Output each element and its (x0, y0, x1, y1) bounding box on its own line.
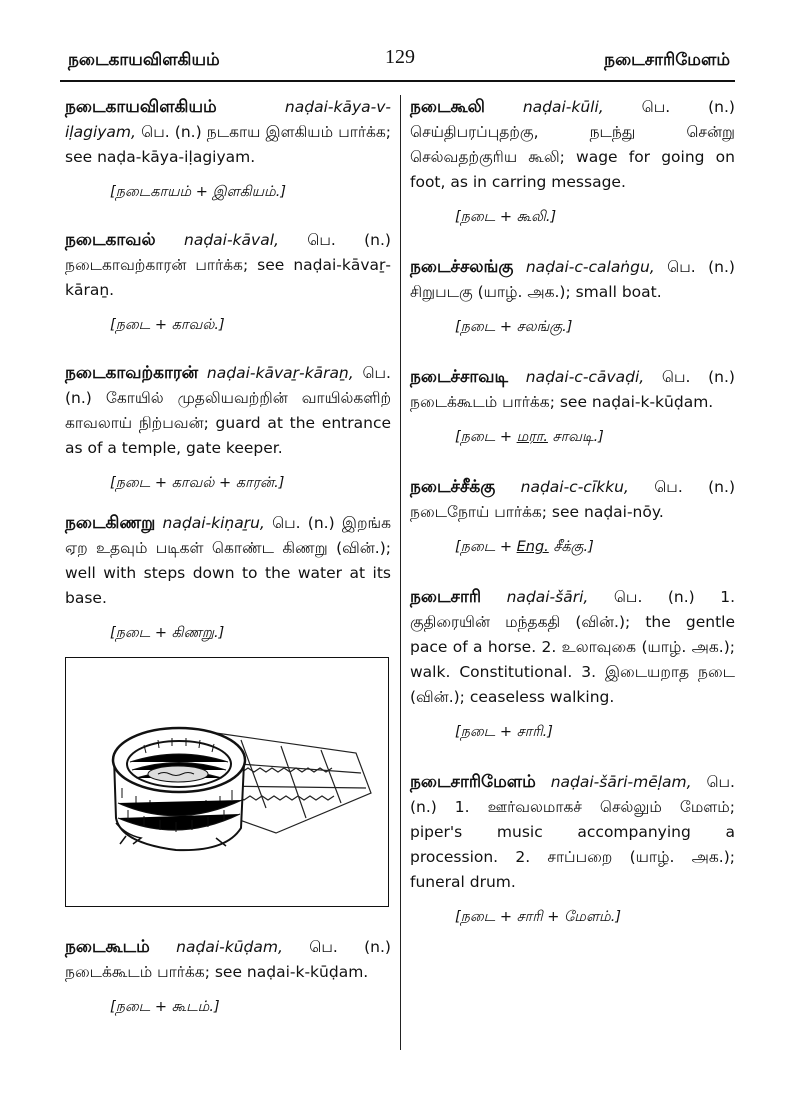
entry-body: பெ. (n.) நடைநோய் பார்க்க; see naḍai-nōy. (410, 478, 735, 521)
derivation-language-tag: Eng. (516, 539, 549, 555)
entry-body: பெ. (n.) நடைக்கூடம் பார்க்க; see naḍai-k-kūḍam. (410, 368, 735, 411)
entry-transliteration: naḍai-c-cāvaḍi, (525, 368, 645, 386)
entry-derivation: [நடை + சலங்கு.] (455, 319, 573, 335)
entry-transliteration: naḍai-kāvaṟ-kāraṉ, (206, 364, 354, 382)
entry-definition (410, 365, 735, 415)
derivation-suffix: சாவடி.] (547, 429, 604, 445)
entry-transliteration: naḍai-kūḍam, (176, 938, 283, 956)
entry-definition (65, 511, 391, 611)
header-rule (60, 80, 735, 82)
dictionary-entry (410, 255, 735, 337)
entry-definition (65, 361, 391, 461)
derivation-language-tag: மரா. (516, 429, 548, 445)
dictionary-entry (65, 228, 391, 335)
entry-definition (410, 475, 735, 525)
dictionary-entry (65, 511, 391, 643)
entry-definition (410, 95, 735, 195)
entry-transliteration: naḍai-šāri-mēḷam, (550, 773, 692, 791)
well-illustration (65, 657, 389, 907)
entry-transliteration: naḍai-kūli, (522, 98, 604, 116)
entry-headword: நடைகிணறு (65, 513, 156, 533)
entry-body: பெ. (n.) நடைகாவற்காரன் பார்க்க; see naḍai-kāvaṟ-kāraṉ. (65, 231, 391, 299)
entry-headword: நடைச்சலங்கு (410, 257, 514, 277)
right-column (410, 95, 735, 941)
entry-headword: நடைகூலி (410, 97, 485, 117)
dictionary-entry (65, 935, 391, 1017)
left-column (65, 95, 391, 1031)
dictionary-entry (410, 365, 735, 447)
left-guide-word: நடைகாயவிளகியம் (68, 50, 220, 70)
entry-derivation: [நடைகாயம் + இளகியம்.] (110, 184, 286, 200)
entry-definition (65, 95, 391, 170)
derivation-prefix: [நடை + (455, 539, 517, 555)
entry-derivation: [நடை + கூடம்.] (110, 999, 220, 1015)
derivation-prefix: [நடை + (455, 429, 517, 445)
entry-headword: நடைச்சீக்கு (410, 477, 496, 497)
entry-derivation (455, 539, 735, 557)
entry-derivation: [நடை + கூலி.] (455, 209, 557, 225)
entry-headword: நடைசாரி (410, 587, 482, 607)
right-guide-word: நடைசாரிமேளம் (604, 50, 730, 70)
entry-body: பெ. (n.) கோயில் முதலியவற்றின் வாயில்களிற் காவலாய் நிற்பவன்; guard at the entrance as of a temple, gate keeper. (65, 364, 391, 457)
entry-body: பெ. (n.) நடகாய இளகியம் பார்க்க; see naḍa-kāya-iḷagiyam. (65, 123, 391, 166)
entry-transliteration: naḍai-kiṇaṟu, (162, 514, 265, 532)
dictionary-entry (410, 95, 735, 227)
entry-body: பெ. (n.) செய்திபரப்புதற்கு, நடந்து சென்று செல்வதற்குரிய கூலி; wage for going on foot, as in carring message. (410, 98, 735, 191)
entry-derivation: [நடை + காவல்.] (110, 317, 225, 333)
dictionary-entry (410, 585, 735, 742)
entry-headword: நடைச்சாவடி (410, 367, 509, 387)
stepped-well-drawing (66, 658, 388, 906)
entry-derivation: [நடை + சாரி.] (455, 724, 553, 740)
entry-body: பெ. (n.) சிறுபடகு (யாழ். அக.); small boat. (410, 258, 735, 301)
entry-definition (410, 585, 735, 710)
entry-transliteration: naḍai-c-cīkku, (520, 478, 629, 496)
entry-definition (410, 255, 735, 305)
dictionary-entry (65, 95, 391, 202)
entry-transliteration: naḍai-c-calaṅgu, (525, 258, 655, 276)
column-divider (400, 95, 401, 1050)
entry-headword: நடைகாவல் (65, 230, 156, 250)
entry-transliteration: naḍai-šāri, (506, 588, 589, 606)
entry-body: பெ. (n.) இறங்க ஏற உதவும் படிகள் கொண்ட கிணறு (வின்.); well with steps down to the water at its base. (65, 514, 391, 607)
entry-headword: நடைகாவற்காரன் (65, 363, 199, 383)
entry-headword: நடைகூடம் (65, 937, 150, 957)
entry-derivation: [நடை + கிணறு.] (110, 625, 225, 641)
entry-headword: நடைசாரிமேளம் (410, 772, 536, 792)
entry-body: பெ. (n.) 1. ஊர்வலமாகச் செல்லும் மேளம்; piper's music accompanying a procession. 2. சாப்பறை (யாழ். அக.); funeral drum. (410, 773, 735, 891)
dictionary-entry (410, 770, 735, 927)
entry-derivation: [நடை + சாரி + மேளம்.] (455, 909, 621, 925)
derivation-suffix: சீக்கு.] (548, 539, 594, 555)
entry-transliteration: naḍai-kāya-v-iḷagiyam, (65, 98, 391, 141)
entry-definition (65, 228, 391, 303)
entry-definition (65, 935, 391, 985)
page-number: 129 (385, 46, 415, 68)
entry-transliteration: naḍai-kāval, (184, 231, 279, 249)
dictionary-entry (65, 361, 391, 493)
entry-body: பெ. (n.) 1. குதிரையின் மந்தகதி (வின்.); the gentle pace of a horse. 2. உலாவுகை (யாழ். அக.); walk. Constitutional. 3. இடையறாத நடை (வின்.); ceaseless walking. (410, 588, 736, 706)
entry-body: பெ. (n.) நடைக்கூடம் பார்க்க; see naḍai-k-kūḍam. (65, 938, 391, 981)
entry-derivation (455, 429, 735, 447)
entry-headword: நடைகாயவிளகியம் (65, 97, 217, 117)
dictionary-entry (410, 475, 735, 557)
entry-definition (410, 770, 735, 895)
page-header (0, 0, 800, 80)
entry-derivation: [நடை + காவல் + காரன்.] (110, 475, 285, 491)
